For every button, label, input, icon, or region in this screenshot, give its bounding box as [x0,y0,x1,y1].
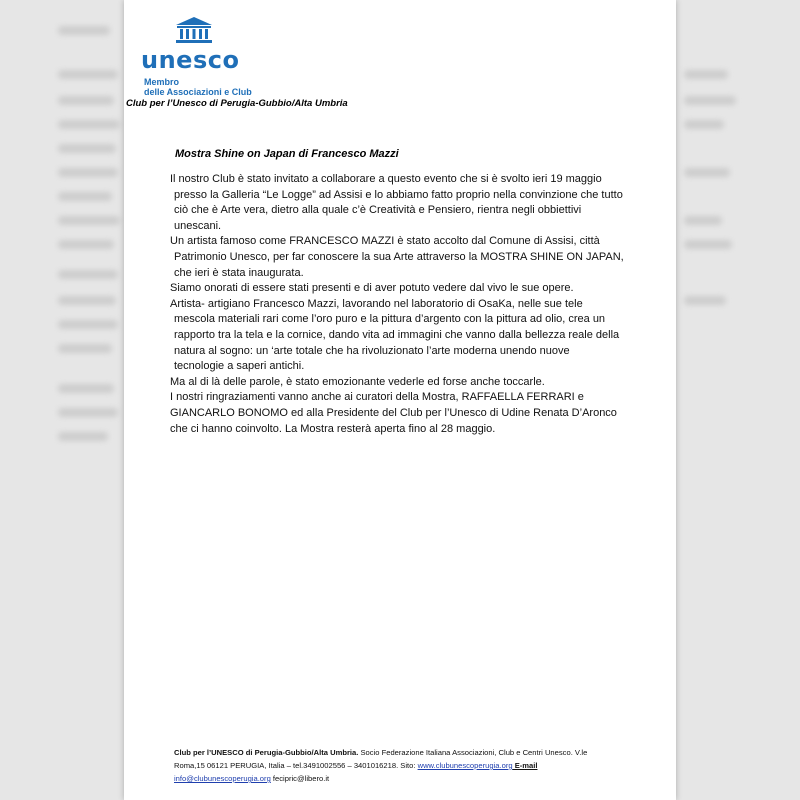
body-line: Patrimonio Unesco, per far conoscere la sua Arte attraverso la MOSTRA SHINE ON JAPAN, [174,250,624,263]
body-line: Un artista famoso come FRANCESCO MAZZI è stato accolto dal Comune di Assisi, città [170,235,600,248]
body-line: rapporto tra la tela e la cornice, dando vita ad immagini che vanno dalla bellezza reale della [174,328,620,341]
footer-line-2 [174,759,674,772]
body-line: ciò che è Arte vera, dietro alla quale c’è Creatività e Pensiero, rientra negli obbiettivi [174,204,582,217]
unesco-wordmark: unesco [141,46,240,74]
body-line: natura al sogno: un ‘arte totale che ha rivoluzionato l’arte moderna unendo nuove [174,344,570,357]
footer-email-link[interactable]: info@clubunescoperugia.org [174,774,271,783]
footer-line-3 [174,772,674,785]
body-line: GIANCARLO BONOMO ed alla Presidente del Club per l’Unesco di Udine Renata D’Aronco [170,406,617,419]
footer-site-link[interactable]: www.clubunescoperugia.org [417,761,513,770]
logo-subtitle-line1: Membro [144,77,180,87]
body-line: che ieri è stata inaugurata. [174,266,304,279]
footer-line-1 [174,746,674,759]
body-line: I nostri ringraziamenti vanno anche ai curatori della Mostra, RAFFAELLA FERRARI e [170,391,584,404]
footer-address: Roma,15 06121 PERUGIA, Italia – tel.3491002556 – 3401016218. Sito: [174,761,418,770]
footer [174,746,674,785]
body-line: Artista- artigiano Francesco Mazzi, lavorando nel laboratorio di OsaKa, nelle sue tele [170,297,583,310]
body-line: presso la Galleria “Le Logge” ad Assisi e lo abbiamo fatto proprio nella convinzione che tutto [174,188,623,201]
body-line: Ma al di là delle parole, è stato emozionante vederle ed forse anche toccarle. [170,375,545,388]
body-line: Siamo onorati di essere stati presenti e di aver potuto vedere dal vivo le sue opere. [170,282,574,295]
body-line: unescani. [174,219,222,232]
document-page [124,0,676,800]
footer-email-label: E-mail [512,761,538,770]
footer-email-2: fecipric@libero.it [270,774,330,783]
logo-subtitle [144,77,284,97]
footer-line1-rest: Socio Federazione Italiana Associazioni, Club e Centri Unesco. V.le [358,748,588,757]
logo-subtitle-line2: delle Associazioni e Club [144,87,252,97]
document-body [170,172,670,437]
club-header: Club per l’Unesco di Perugia-Gubbio/Alta Umbria [126,98,348,109]
body-line: mescola materiali rari come l’oro puro e la pittura d’argento con la pittura ad olio, crea un [174,313,606,326]
body-line: tecnologie a saperi antichi. [174,360,305,373]
footer-club-name: Club per l’UNESCO di Perugia-Gubbio/Alta Umbria. [174,748,359,757]
body-line: Il nostro Club è stato invitato a collaborare a questo evento che si è svolto ieri 19 maggio [170,173,602,185]
unesco-temple-icon [174,16,214,44]
body-line: che ci hanno coinvolto. La Mostra resterà aperta fino al 28 maggio. [170,422,496,435]
document-title: Mostra Shine on Japan di Francesco Mazzi [175,148,399,160]
